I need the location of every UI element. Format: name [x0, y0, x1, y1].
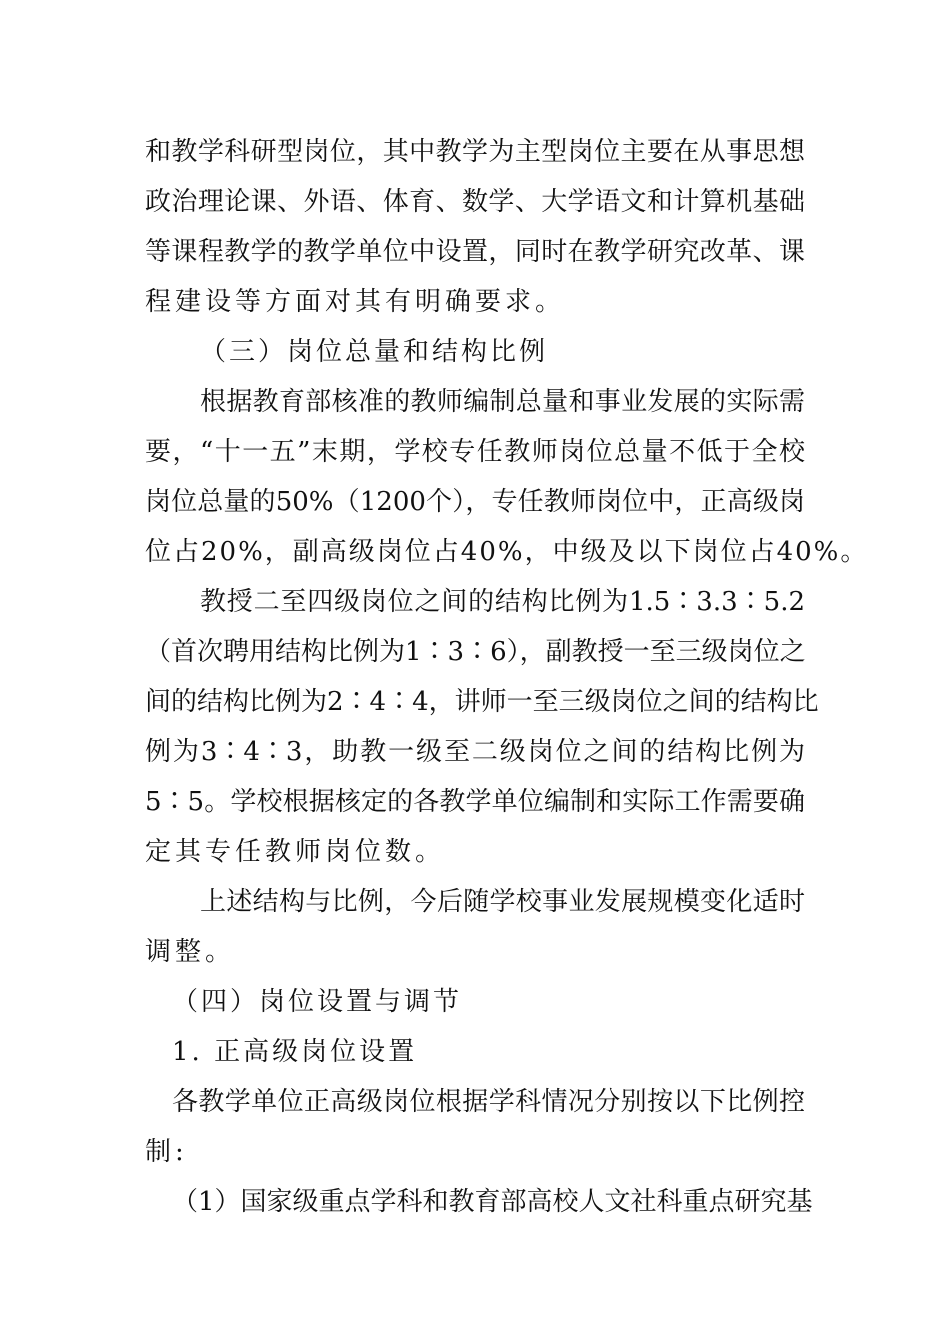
paragraph-line: 根据教育部核准的教师编制总量和事业发展的实际需 — [200, 387, 805, 417]
paragraph-line: 间的结构比例为2∶4∶4，讲师一至三级岗位之间的结构比 — [145, 687, 819, 717]
paragraph-line: （首次聘用结构比例为1∶3∶6），副教授一至三级岗位之 — [145, 637, 806, 667]
paragraph-line: 和教学科研型岗位，其中教学为主型岗位主要在从事思想 — [145, 137, 805, 167]
paragraph-line: 定其专任教师岗位数。 — [145, 837, 446, 867]
paragraph-line: 上述结构与比例，今后随学校事业发展规模变化适时 — [200, 887, 805, 917]
paragraph-line: 岗位总量的50%（1200个），专任教师岗位中，正高级岗 — [145, 487, 805, 517]
paragraph-line: 调整。 — [145, 937, 236, 967]
paragraph-line: 程建设等方面对其有明确要求。 — [145, 287, 566, 317]
paragraph-line: 5∶5。学校根据核定的各教学单位编制和实际工作需要确 — [145, 787, 805, 817]
section-heading: （四）岗位设置与调节 — [172, 987, 463, 1017]
subsection-heading: 1. 正高级岗位设置 — [172, 1037, 418, 1067]
paragraph-line: 等课程教学的教学单位中设置，同时在教学研究改革、课 — [145, 237, 805, 267]
paragraph-line: 要，“十一五”末期，学校专任教师岗位总量不低于全校 — [145, 437, 805, 467]
section-heading: （三）岗位总量和结构比例 — [200, 337, 549, 367]
paragraph-line: 例为3∶4∶3，助教一级至二级岗位之间的结构比例为 — [145, 737, 805, 767]
paragraph-line: 制: — [145, 1137, 188, 1167]
paragraph-line: （1）国家级重点学科和教育部高校人文社科重点研究基 — [172, 1187, 813, 1217]
paragraph-line: 各教学单位正高级岗位根据学科情况分别按以下比例控 — [172, 1087, 805, 1117]
paragraph-line: 教授二至四级岗位之间的结构比例为1.5∶3.3∶5.2 — [200, 587, 805, 617]
paragraph-line: 政治理论课、外语、体育、数学、大学语文和计算机基础 — [145, 187, 805, 217]
paragraph-line: 位占20%，副高级岗位占40%，中级及以下岗位占40%。 — [145, 537, 869, 567]
